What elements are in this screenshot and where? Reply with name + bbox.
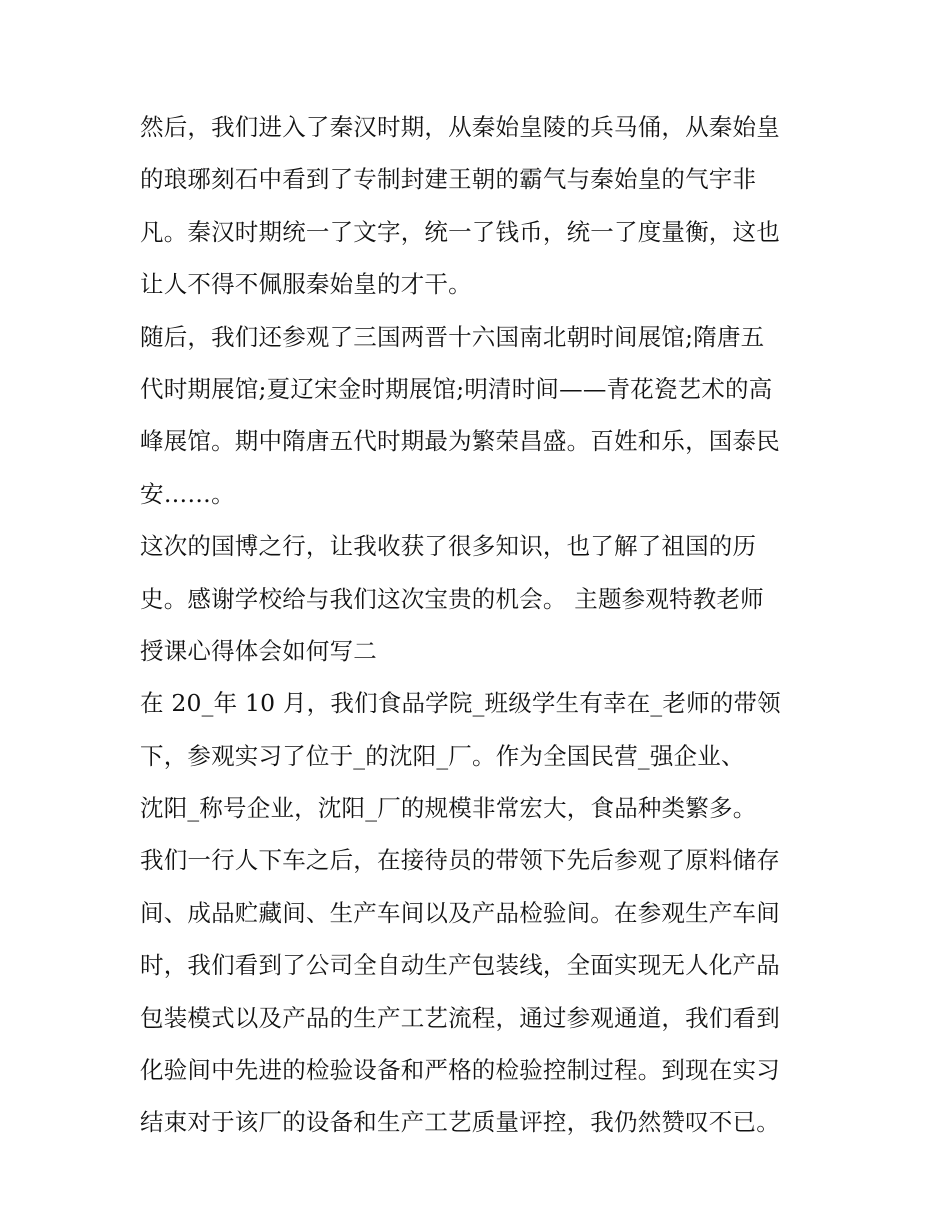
text-line: 随后，我们还参观了三国两晋十六国南北朝时间展馆;隋唐五 [140, 322, 765, 351]
text-line: 化验间中先进的检验设备和严格的检验控制过程。到现在实习 [140, 1056, 780, 1085]
text-line: 我们一行人下车之后，在接待员的带领下先后参观了原料储存 [140, 846, 780, 875]
text-line: 让人不得不佩服秦始皇的才干。 [140, 270, 472, 299]
text-line: 授课心得体会如何写二 [140, 636, 377, 665]
text-line: 然后，我们进入了秦汉时期，从秦始皇陵的兵马俑，从秦始皇 [140, 113, 780, 141]
text-line: 代时期展馆;夏辽宋金时期展馆;明清时间——青花瓷艺术的高 [140, 374, 773, 403]
text-line: 下，参观实习了位于_的沈阳_厂。作为全国民营_强企业、 [140, 741, 745, 770]
text-line: 史。感谢学校给与我们这次宝贵的机会。 主题参观特教老师 [140, 584, 764, 613]
text-line: 峰展馆。期中隋唐五代时期最为繁荣昌盛。百姓和乐，国泰民 [140, 427, 780, 456]
text-line: 在 20_年 10 月，我们食品学院_班级学生有幸在_老师的带领 [140, 689, 781, 718]
text-line: 安……。 [140, 479, 235, 508]
text-line: 凡。秦汉时期统一了文字，统一了钱币，统一了度量衡，这也 [140, 217, 780, 246]
text-line: 这次的国博之行，让我收获了很多知识，也了解了祖国的历 [140, 532, 757, 561]
text-line: 时，我们看到了公司全自动生产包装线，全面实现无人化产品 [140, 951, 780, 980]
text-line: 间、成品贮藏间、生产车间以及产品检验间。在参观生产车间 [140, 898, 780, 927]
text-line: 沈阳_称号企业，沈阳_厂的规模非常宏大，食品种类繁多。 [140, 794, 757, 823]
body-text [140, 101, 820, 1149]
text-line: 结束对于该厂的设备和生产工艺质量评控，我仍然赞叹不已。 [140, 1108, 780, 1137]
text-line: 包装模式以及产品的生产工艺流程，通过参观通道，我们看到 [140, 1003, 780, 1032]
text-line: 的琅琊刻石中看到了专制封建王朝的霸气与秦始皇的气宇非 [140, 165, 757, 194]
